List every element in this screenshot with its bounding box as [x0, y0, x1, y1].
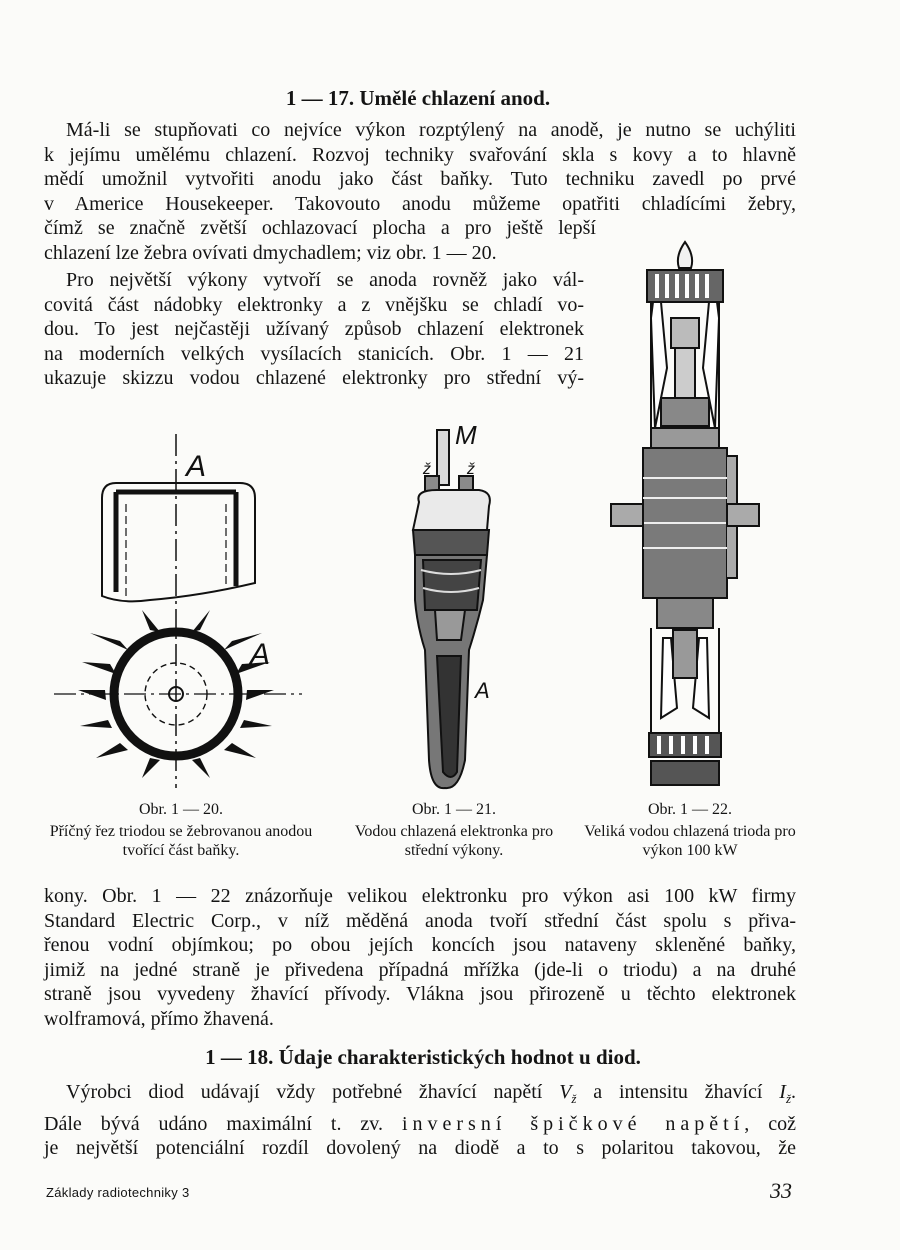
text-line: čímž se značně zvětší ochlazovací plocha a pro ještě lepší: [44, 217, 596, 239]
text-line: dou. To jest nejčastěji užívaný způsob chlazení elektronek: [44, 318, 584, 340]
caption-text: Příčný řez triodou se žebrovanou anodou tvořící část baňky.: [49, 823, 313, 859]
subscript: ž: [571, 1091, 577, 1106]
label-z-right: ž: [467, 461, 475, 478]
text-line: straně jsou vyvedeny žhavící přívody. Vlákna jsou přirozeně u těchto elektronek: [44, 983, 796, 1005]
caption-fig-1-20: [36, 800, 326, 860]
paragraph-3: [44, 884, 796, 1031]
figure-1-21-drawing: [395, 420, 525, 795]
paragraph-4: [44, 1080, 796, 1161]
text-run: Dále bývá udáno maximální t. zv.: [44, 1112, 402, 1135]
spaced-term: inversní špičkové napětí: [401, 1112, 745, 1135]
caption-title: Obr. 1 — 22.: [648, 801, 732, 818]
text-run: a intensitu žhavící: [576, 1081, 780, 1103]
text-line: covitá část nádobky elektronky a z vnějšku se chladí vo-: [44, 293, 584, 316]
text-line: chlazení lze žebra ovívati dmychadlem; viz obr. 1 — 20.: [44, 241, 497, 264]
caption-title: Obr. 1 — 21.: [412, 801, 496, 818]
subscript: ž: [785, 1091, 792, 1106]
text-line: na moderních velkých vysílacích stanicích. Obr. 1 — 21: [44, 342, 584, 365]
text-line: Má-li se stupňovati co nejvíce výkon rozptýlený na anodě, je nutno se uchýliti: [66, 119, 796, 141]
caption-title: Obr. 1 — 20.: [139, 801, 223, 818]
label-anode: A: [475, 678, 490, 703]
text-line: Standard Electric Corp., v níž měděná anoda tvoří střední část spolu s přiva-: [44, 909, 796, 932]
text-line: mědí umožnil vytvořiti anodu jako část baňky. Tuto techniku zavedl po prvé: [44, 168, 796, 190]
text-line: wolframová, přímo žhavená.: [44, 1007, 274, 1030]
text-line: [44, 1080, 796, 1112]
caption-text: Vodou chlazená elektronka pro střední výkony.: [354, 823, 554, 859]
label-anode-bottom: A: [250, 638, 271, 671]
text-line: ukazuje skizzu vodou chlazené elektronky pro střední vý-: [44, 367, 584, 389]
text-run: .: [791, 1081, 797, 1103]
caption-fig-1-21: [336, 800, 572, 860]
label-z-left: ž: [423, 461, 431, 478]
text-line: je největší potenciální rozdíl dovolený na diodě a to s polaritou takovou, že: [44, 1137, 796, 1159]
caption-fig-1-22: [578, 800, 802, 860]
section-heading-1-18: 1 — 18. Údaje charakteristických hodnot u diod.: [205, 1045, 641, 1069]
caption-text: Veliká vodou chlazená trioda pro výkon 100 kW: [584, 823, 796, 859]
paragraph-2: [44, 268, 584, 391]
text-line: k jejímu umělému chlazení. Rozvoj techniky svařování skla s kovy a to hlavně: [44, 143, 796, 166]
label-m: M: [455, 420, 477, 450]
text-line: řenou vodní objímkou; po obou jejích koncích jsou nataveny skleněné baňky,: [44, 934, 796, 956]
footer-book-title: Základy radiotechniky 3: [46, 1185, 190, 1200]
symbol-i: I: [779, 1081, 786, 1103]
symbol-v: V: [559, 1081, 572, 1103]
text-line: Pro největší výkony vytvoří se anoda rovněž jako vál-: [66, 269, 584, 291]
figure-1-22-drawing: [605, 238, 765, 793]
text-line: jimiž na jedné straně je přivedena případná mřížka (jde-li o triodu) a na druhé: [44, 958, 796, 981]
text-run: , což: [744, 1112, 796, 1135]
label-anode-top: A: [186, 450, 207, 483]
section-heading-1-17: 1 — 17. Umělé chlazení anod.: [285, 86, 551, 110]
text-line: v Americe Housekeeper. Takovouto anodu můžeme opatřiti chladícími žebry,: [44, 192, 796, 215]
page-number: 33: [770, 1178, 792, 1203]
figure-1-20-drawing: [50, 428, 320, 793]
text-line: kony. Obr. 1 — 22 znázorňuje velikou elektronku pro výkon asi 100 kW firmy: [44, 885, 796, 907]
text-run: Výrobci diod udávají vždy potřebné žhavící napětí: [66, 1081, 560, 1103]
text-line: [44, 1112, 796, 1137]
